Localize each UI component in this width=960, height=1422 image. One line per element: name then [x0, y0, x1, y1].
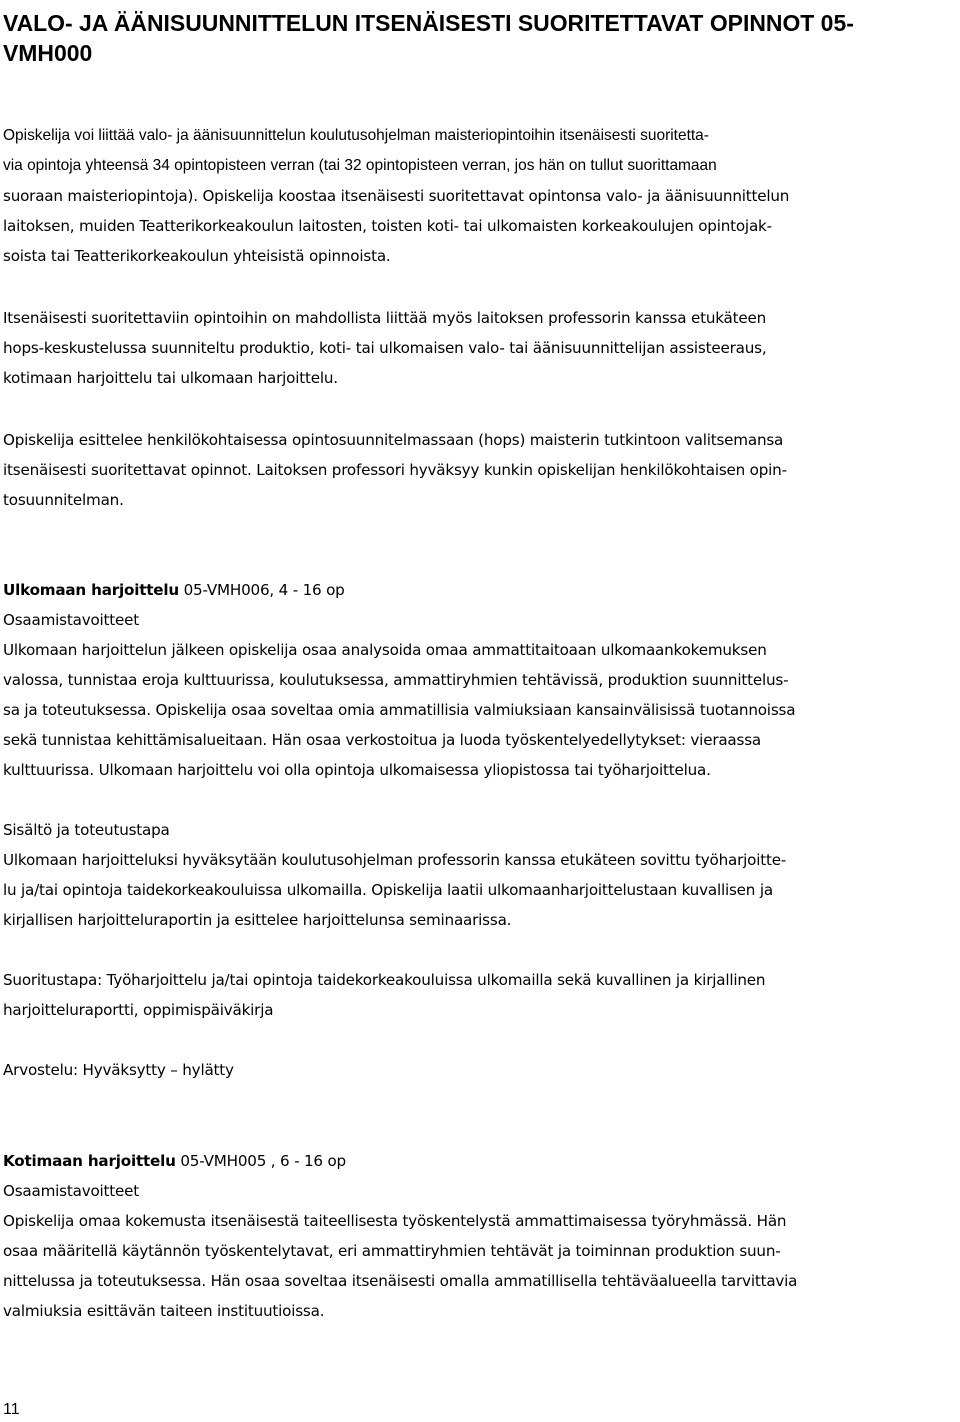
- text-line: via opintoja yhteensä 34 opintopisteen verran (tai 32 opintopisteen verran, jos hän on tullut suorittamaan: [3, 157, 717, 174]
- heading-bold: Ulkomaan harjoittelu: [3, 581, 179, 599]
- text-line: osaa määritellä käytännön työskentelytavat, eri ammattiryhmien tehtävät ja toiminnan produktion suun-: [3, 1242, 781, 1260]
- content-block: [3, 815, 957, 935]
- text-line: tosuunnitelman.: [3, 491, 124, 509]
- text-line: kirjallisen harjoitteluraportin ja esittelee harjoittelunsa seminaarissa.: [3, 911, 512, 929]
- page-title: [3, 0, 957, 68]
- text-line: Suoritustapa: Työharjoittelu ja/tai opintoja taidekorkeakouluissa ulkomailla sekä kuvallinen ja kirjallinen: [3, 971, 766, 989]
- grading-block: [3, 1055, 957, 1085]
- outcomes-label: Osaamistavoitteet: [3, 611, 140, 629]
- domestic-internship-section: [3, 1146, 957, 1326]
- text-line: valossa, tunnistaa eroja kulttuurissa, koulutuksessa, ammattiryhmien tehtävissä, produktion suunnittelus-: [3, 671, 789, 689]
- section-heading: [3, 1146, 957, 1326]
- intro-paragraph-2: [3, 303, 957, 393]
- grading-text: Arvostelu: Hyväksytty – hylätty: [3, 1061, 234, 1079]
- content-label: Sisältö ja toteutustapa: [3, 821, 170, 839]
- text-line: kotimaan harjoittelu tai ulkomaan harjoittelu.: [3, 369, 338, 387]
- text-line: harjoitteluraportti, oppimispäiväkirja: [3, 1001, 274, 1019]
- outcomes-label: Osaamistavoitteet: [3, 1182, 140, 1200]
- heading-line: [3, 1146, 957, 1176]
- text-line: nittelussa ja toteutuksessa. Hän osaa soveltaa itsenäisesti omalla ammatillisella tehtäväalueella tarvittavia: [3, 1272, 798, 1290]
- text-line: lu ja/tai opintoja taidekorkeakouluissa ulkomailla. Opiskelija laatii ulkomaanharjoittelustaan kuvallisen ja: [3, 881, 773, 899]
- text-line: Opiskelija esittelee henkilökohtaisessa opintosuunnitelmassaan (hops) maisterin tutkintoon valitsemansa: [3, 431, 784, 449]
- heading-code: 05-VMH006, 4 - 16 op: [178, 581, 345, 599]
- text-line: Opiskelija voi liittää valo- ja äänisuunnittelun koulutusohjelman maisteriopintoihin itsenäisesti suoritetta-: [3, 127, 709, 144]
- text-line: Ulkomaan harjoittelun jälkeen opiskelija osaa analysoida omaa ammattitaitoaan ulkomaankokemuksen: [3, 641, 767, 659]
- text-line: valmiuksia esittävän taiteen instituutioissa.: [3, 1302, 325, 1320]
- text-line: Ulkomaan harjoitteluksi hyväksytään koulutusohjelman professorin kanssa etukäteen sovittu työharjoitte-: [3, 851, 787, 869]
- heading-bold: Kotimaan harjoittelu: [3, 1152, 176, 1170]
- section-heading: [3, 575, 957, 785]
- document-page: [3, 0, 957, 1326]
- heading-line: [3, 575, 957, 605]
- text-line: sa ja toteutuksessa. Opiskelija osaa soveltaa omia ammatillisia valmiuksiaan kansainvälisissä tuotannoissa: [3, 701, 796, 719]
- text-line: itsenäisesti suoritettavat opinnot. Laitoksen professori hyväksyy kunkin opiskelijan henkilökohtaisen opin-: [3, 461, 787, 479]
- intro-paragraph-1: [3, 121, 957, 271]
- title-line: VALO- JA ÄÄNISUUNNITTELUN ITSENÄISESTI SUORITETTAVAT OPINNOT 05-: [3, 10, 854, 36]
- text-line: sekä tunnistaa kehittämisalueitaan. Hän osaa verkostoitua ja luoda työskentelyedellytykset: vieraassa: [3, 731, 761, 749]
- text-line: hops-keskustelussa suunniteltu produktio, koti- tai ulkomaisen valo- tai äänisuunnittelijan assisteeraus,: [3, 339, 767, 357]
- foreign-internship-section: [3, 575, 957, 1085]
- text-line: kulttuurissa. Ulkomaan harjoittelu voi olla opintoja ulkomaisessa yliopistossa tai työharjoittelua.: [3, 761, 711, 779]
- method-block: [3, 965, 957, 1025]
- text-line: Opiskelija omaa kokemusta itsenäisestä taiteellisesta työskentelystä ammattimaisessa työryhmässä. Hän: [3, 1212, 787, 1230]
- page-number: 11: [3, 1401, 20, 1418]
- text-line: Itsenäisesti suoritettaviin opintoihin on mahdollista liittää myös laitoksen professorin kanssa etukäteen: [3, 309, 767, 327]
- text-line: laitoksen, muiden Teatterikorkeakoulun laitosten, toisten koti- tai ulkomaisten korkeakoulujen opintojak-: [3, 217, 772, 235]
- title-line: VMH000: [3, 40, 93, 66]
- intro-paragraph-3: [3, 425, 957, 515]
- text-line: soista tai Teatterikorkeakoulun yhteisistä opinnoista.: [3, 247, 391, 265]
- heading-code: 05-VMH005 , 6 - 16 op: [175, 1152, 346, 1170]
- text-line: suoraan maisteriopintoja). Opiskelija koostaa itsenäisesti suoritettavat opintonsa valo- ja äänisuunnittelun: [3, 187, 790, 205]
